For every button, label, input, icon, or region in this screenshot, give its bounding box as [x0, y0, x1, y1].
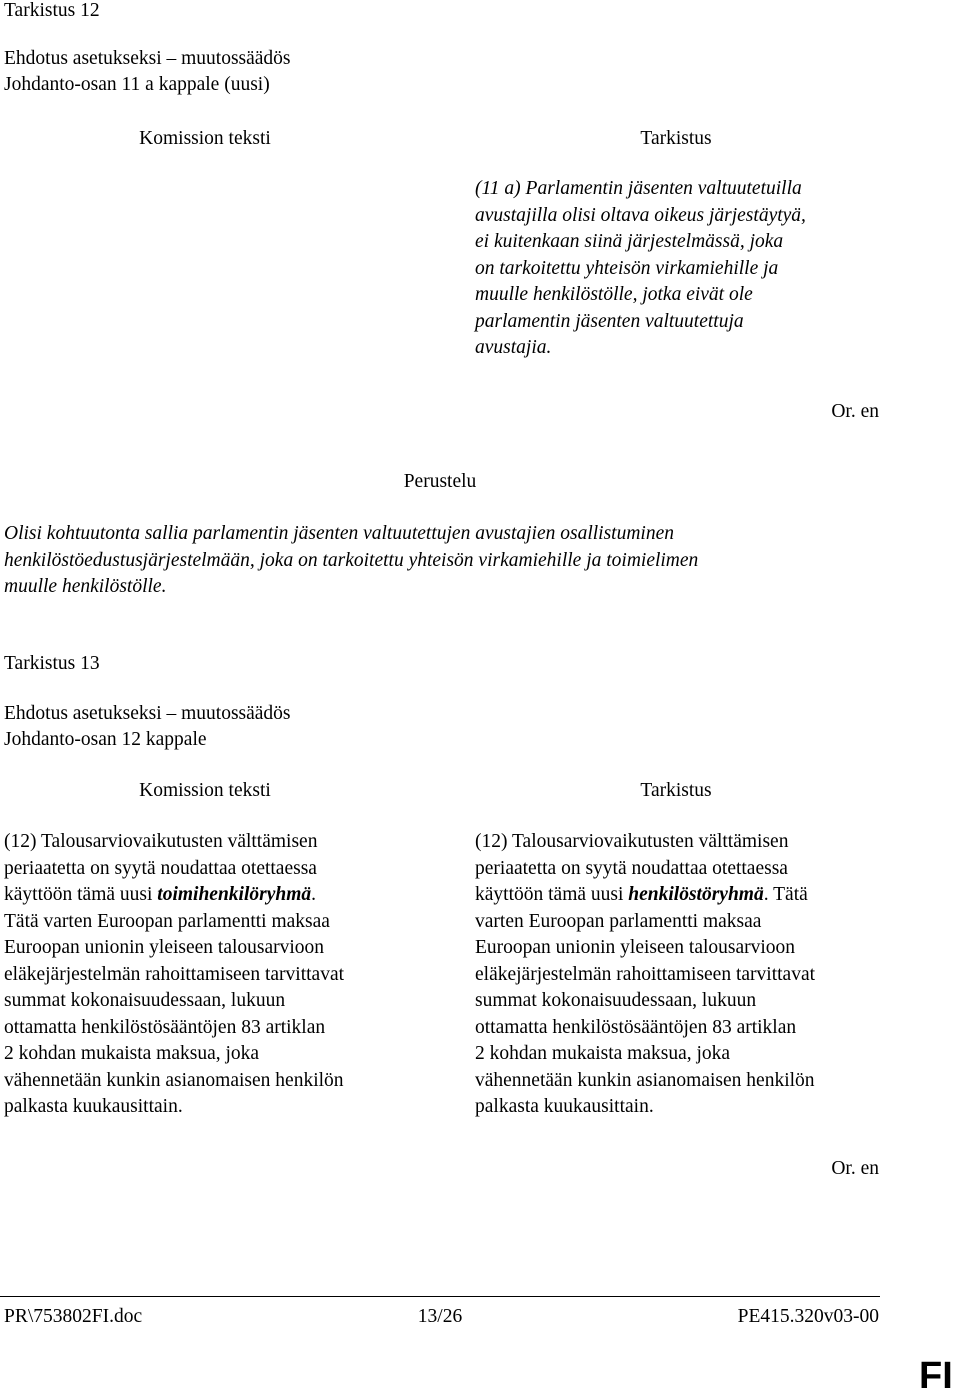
justification-text	[4, 521, 884, 601]
text-line	[475, 882, 915, 909]
text-segment: .	[311, 884, 317, 905]
text-line: periaatetta on syytä noudattaa otettaessa	[475, 857, 788, 879]
text-line: palkasta kuukausittain.	[4, 1096, 183, 1117]
text-line: summat kokonaisuudessaan, lukuun	[475, 990, 757, 1011]
amendment-12-heading: Tarkistus 12	[4, 0, 100, 21]
text-line: periaatetta on syytä noudattaa otettaessa	[4, 857, 317, 879]
text-line: vähennetään kunkin asianomaisen henkilön	[475, 1069, 815, 1091]
text-line: avustajilla olisi oltava oikeus järjestäytyä,	[475, 204, 806, 226]
text-line: 2 kohdan mukaista maksua, joka	[475, 1043, 731, 1064]
amendment-13-proposal: Ehdotus asetukseksi – muutossäädös	[4, 703, 291, 724]
text-line: muulle henkilöstölle.	[4, 576, 167, 597]
text-line: ottamatta henkilöstösääntöjen 83 artiklan	[4, 1016, 326, 1038]
amendment-12-text	[475, 176, 895, 362]
text-segment: käyttöön tämä uusi	[4, 884, 158, 905]
footer-doc-ref: PR\753802FI.doc	[4, 1306, 143, 1327]
footer-pe-ref: PE415.320v03-00	[737, 1306, 879, 1327]
text-line: vähennetään kunkin asianomaisen henkilön	[4, 1069, 344, 1091]
text-segment: käyttöön tämä uusi	[475, 884, 629, 905]
amendment-13-heading: Tarkistus 13	[4, 653, 100, 674]
amendment-text-column	[475, 829, 915, 1121]
text-line	[4, 882, 444, 909]
footer-rule	[0, 1296, 880, 1297]
text-line: (12) Talousarviovaikutusten välttämisen	[4, 831, 318, 852]
amendment-12-recital: Johdanto-osan 11 a kappale (uusi)	[4, 74, 270, 95]
text-line: palkasta kuukausittain.	[475, 1096, 654, 1117]
justification-title: Perustelu	[403, 471, 477, 492]
text-line: varten Euroopan parlamentti maksaa	[475, 910, 762, 932]
commission-text-header: Komission teksti	[139, 128, 271, 149]
text-line: summat kokonaisuudessaan, lukuun	[4, 990, 286, 1011]
amendment-13-recital: Johdanto-osan 12 kappale	[4, 729, 207, 750]
text-segment: . Tätä	[763, 884, 808, 905]
language-badge: FI	[919, 1355, 953, 1397]
text-line: eläkejärjestelmän rahoittamiseen tarvittavat	[475, 963, 816, 985]
original-language: Or. en	[831, 1158, 879, 1179]
text-line: ei kuitenkaan siinä järjestelmässä, joka	[475, 231, 784, 252]
text-line: 2 kohdan mukaista maksua, joka	[4, 1043, 260, 1064]
amendment-header: Tarkistus	[640, 128, 712, 149]
text-line: Euroopan unionin yleiseen talousarvioon	[4, 937, 325, 958]
original-language: Or. en	[831, 401, 879, 422]
commission-text-column	[4, 829, 444, 1121]
text-line: Tätä varten Euroopan parlamentti maksaa	[4, 910, 330, 932]
text-line: on tarkoitettu yhteisön virkamiehille ja	[475, 257, 779, 279]
text-line: parlamentin jäsenten valtuutettuja	[475, 310, 744, 332]
amendment-header: Tarkistus	[640, 780, 712, 801]
text-line: henkilöstöedustusjärjestelmään, joka on tarkoitettu yhteisön virkamiehille ja toimielimen	[4, 549, 699, 571]
changed-term: henkilöstöryhmä	[628, 884, 764, 905]
text-line: ottamatta henkilöstösääntöjen 83 artiklan	[475, 1016, 797, 1038]
text-line: Olisi kohtuutonta sallia parlamentin jäsenten valtuutettujen avustajien osallistuminen	[4, 523, 674, 544]
changed-term: toimihenkilöryhmä	[157, 884, 312, 905]
amendment-12-proposal: Ehdotus asetukseksi – muutossäädös	[4, 48, 291, 69]
footer-page-number: 13/26	[417, 1306, 463, 1327]
text-line: (12) Talousarviovaikutusten välttämisen	[475, 831, 789, 852]
commission-text-header: Komission teksti	[139, 780, 271, 801]
text-line: eläkejärjestelmän rahoittamiseen tarvittavat	[4, 963, 345, 985]
text-line: (11 a) Parlamentin jäsenten valtuutetuilla	[475, 178, 802, 199]
text-line: Euroopan unionin yleiseen talousarvioon	[475, 937, 796, 958]
text-line: muulle henkilöstölle, jotka eivät ole	[475, 284, 753, 305]
text-line: avustajia.	[475, 337, 552, 358]
